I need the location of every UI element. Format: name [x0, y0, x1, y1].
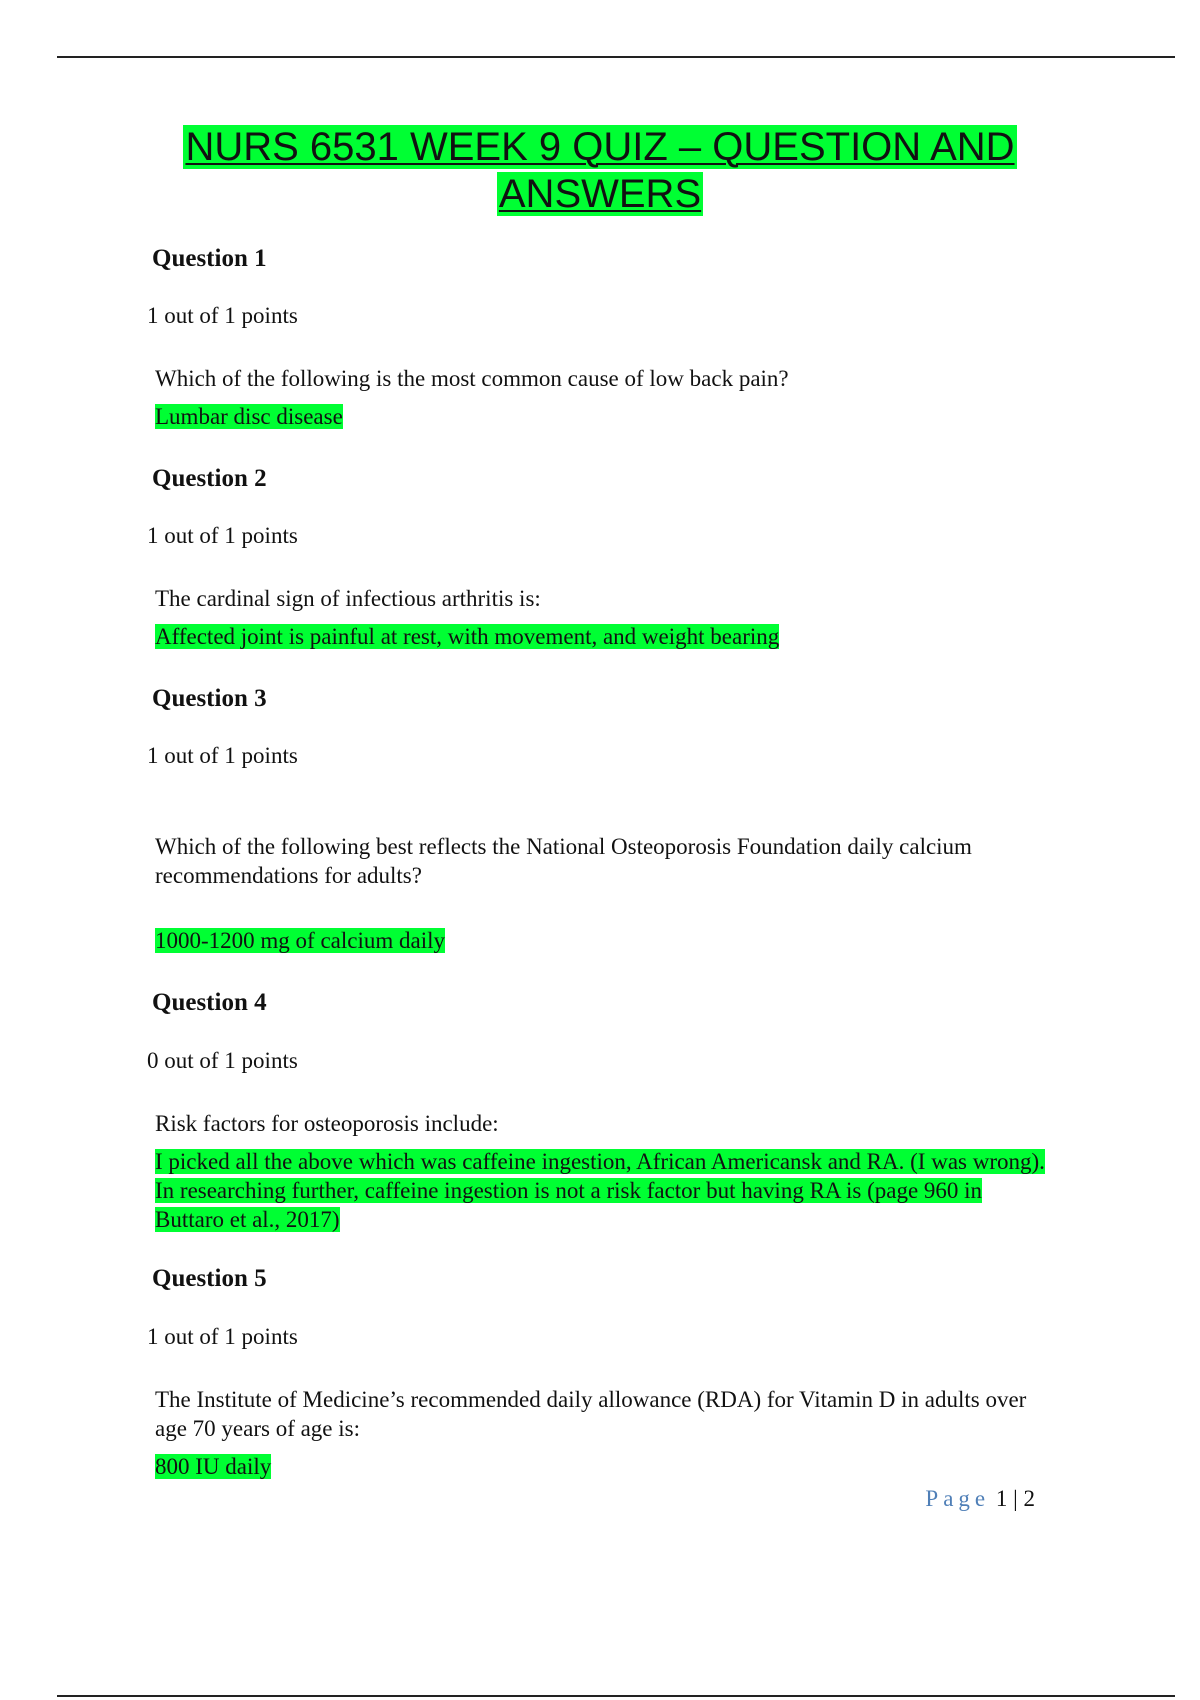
title-line-2: ANSWERS	[498, 172, 702, 216]
footer-rule	[57, 1695, 1175, 1697]
question-answer	[155, 402, 1045, 431]
title-line-1: NURS 6531 WEEK 9 QUIZ – QUESTION AND	[185, 125, 1015, 169]
question-title: Question 3	[152, 685, 267, 712]
question-text: The Institute of Medicine’s recommended daily allowance (RDA) for Vitamin D in adults over age 70 years of age is:	[155, 1387, 1027, 1441]
header-rule	[57, 56, 1175, 58]
page-digits: 1 | 2	[995, 1486, 1035, 1511]
question-title: Question 5	[152, 1265, 267, 1292]
question-points: 1 out of 1 points	[147, 743, 298, 768]
question-answer	[155, 926, 1045, 955]
page-label: Page	[925, 1486, 991, 1511]
question-points: 1 out of 1 points	[147, 303, 298, 328]
answer-highlight: Lumbar disc disease	[155, 404, 343, 429]
answer-highlight: 1000-1200 mg of calcium daily	[155, 928, 445, 953]
question-title: Question 1	[152, 245, 267, 272]
answer-highlight: Affected joint is painful at rest, with movement, and weight bearing	[155, 624, 780, 649]
answer-highlight: I picked all the above which was caffeine ingestion, African Americansk and RA. (I was wrong). In researching further, caffeine ingestion is not a risk factor but having RA is (page 960 in Buttaro et al., 2017)	[155, 1149, 1045, 1232]
question-text: Which of the following best reflects the National Osteoporosis Foundation daily calcium recommendations for adults?	[155, 834, 972, 888]
document-title	[0, 124, 1200, 218]
question-points: 1 out of 1 points	[147, 1324, 298, 1349]
question-text: The cardinal sign of infectious arthritis is:	[155, 586, 541, 611]
question-title: Question 2	[152, 465, 267, 492]
question-answer	[155, 622, 1045, 651]
question-answer	[155, 1147, 1045, 1234]
answer-highlight: 800 IU daily	[155, 1454, 272, 1479]
question-points: 1 out of 1 points	[147, 523, 298, 548]
question-points: 0 out of 1 points	[147, 1048, 298, 1073]
question-text: Risk factors for osteoporosis include:	[155, 1111, 499, 1136]
page-number	[925, 1486, 1035, 1512]
question-text: Which of the following is the most common cause of low back pain?	[155, 366, 789, 391]
question-title: Question 4	[152, 989, 267, 1016]
question-answer	[155, 1452, 1045, 1481]
